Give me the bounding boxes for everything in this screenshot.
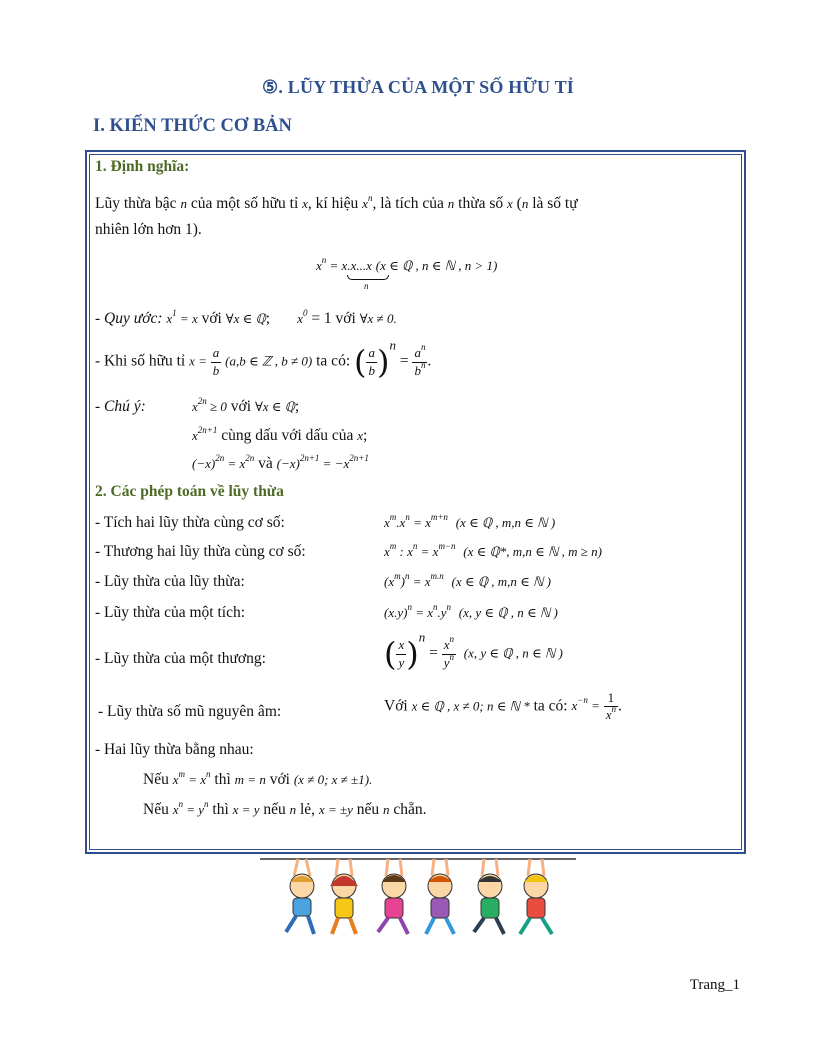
rule-formula-power-of-quotient: ( $\frac{x}{y}$ )$^n$ = $\frac{x^n}{y^n}$ (x, y ∈ ℚ , n ∈ ℕ ) bbox=[384, 629, 563, 673]
equal-powers-2: Nếu $x^n = y^n$ thì x = y nếu n lẻ, x = ±y nếu n chẵn. bbox=[143, 799, 427, 818]
definition-line-2: nhiên lớn hơn 1). bbox=[95, 221, 202, 238]
definition-line-1: Lũy thừa bậc n của một số hữu tỉ x, kí hiệu $x^n$, là tích của n thừa số x (n là số tự bbox=[95, 193, 578, 212]
rule-label-product: - Tích hai lũy thừa cùng cơ số: bbox=[95, 514, 285, 531]
definition-formula: $x^n = x.x...x$ (x ∈ ℚ , n ∈ ℕ , n > 1) bbox=[316, 255, 498, 273]
chu-y-2: $x^{2n+1}$ cùng dấu với dấu của x; bbox=[192, 425, 368, 444]
underbrace-label: n bbox=[364, 281, 369, 291]
rule-formula-power-of-product: $(x.y)^n = x^n.y^n$ (x, y ∈ ℚ , n ∈ ℕ ) bbox=[384, 602, 558, 620]
section2-title: 2. Các phép toán về lũy thừa bbox=[95, 483, 284, 500]
underbrace bbox=[347, 275, 389, 280]
rule-label-quotient: - Thương hai lũy thừa cùng cơ số: bbox=[95, 543, 306, 560]
rule-formula-power-of-power: $(x^m)^n = x^{m.n}$ (x ∈ ℚ , m,n ∈ ℕ ) bbox=[384, 571, 551, 589]
kids-hanging-illustration bbox=[258, 856, 578, 940]
equal-powers-1: Nếu $x^m = x^n$ thì m = n với (x ≠ 0; x ≠ ±1). bbox=[143, 769, 373, 788]
section-heading: I. KIẾN THỨC CƠ BẢN bbox=[93, 116, 292, 136]
rule-formula-negative-exponent: Với x ∈ ℚ , x ≠ 0; n ∈ ℕ * ta có: $x^{-n}$ = $\frac{1}{x^n}$ . bbox=[384, 690, 622, 723]
rule-label-negative-exponent: - Lũy thừa số mũ nguyên âm: bbox=[98, 703, 282, 720]
rule-formula-quotient: $x^m$ : $x^n = x^{m-n}$ (x ∈ ℚ*, m,n ∈ ℕ , m ≥ n) bbox=[384, 541, 602, 559]
quy-uoc: - Quy ước: $x^1 = x$ với ∀x ∈ ℚ; $x^0 = 1$ với ∀x ≠ 0. bbox=[95, 308, 397, 327]
page-title: ⑤. LŨY THỪA CỦA MỘT SỐ HỮU TỈ bbox=[262, 77, 574, 97]
rule-label-power-of-quotient: - Lũy thừa của một thương: bbox=[95, 650, 266, 667]
page-number: Trang_1 bbox=[689, 977, 740, 993]
chu-y-1: $x^{2n} \ge 0$ với ∀x ∈ ℚ; bbox=[192, 396, 300, 415]
rule-label-power-of-product: - Lũy thừa của một tích: bbox=[95, 604, 246, 621]
rule-label-power-of-power: - Lũy thừa của lũy thừa: bbox=[95, 573, 245, 590]
chu-y-label: - Chú ý: bbox=[95, 398, 146, 415]
chu-y-3: $(-x)^{2n} = x^{2n}$ và $(-x)^{2n+1} = -x^{2n+1}$ bbox=[192, 453, 369, 472]
equal-powers-label: - Hai lũy thừa bằng nhau: bbox=[95, 741, 254, 758]
khi-so-huu-ti: - Khi số hữu tỉ x = $\frac{a}{b}$ (a,b ∈ ℤ , b ≠ 0) ta có: ( $\frac{a}{b}$ )$^n$ = $\frac{a^n}{b^n}$ . bbox=[95, 337, 432, 381]
rule-formula-product: $x^m.x^n = x^{m+n}$ (x ∈ ℚ , m,n ∈ ℕ ) bbox=[384, 512, 556, 530]
section1-title: 1. Định nghĩa: bbox=[95, 158, 190, 175]
